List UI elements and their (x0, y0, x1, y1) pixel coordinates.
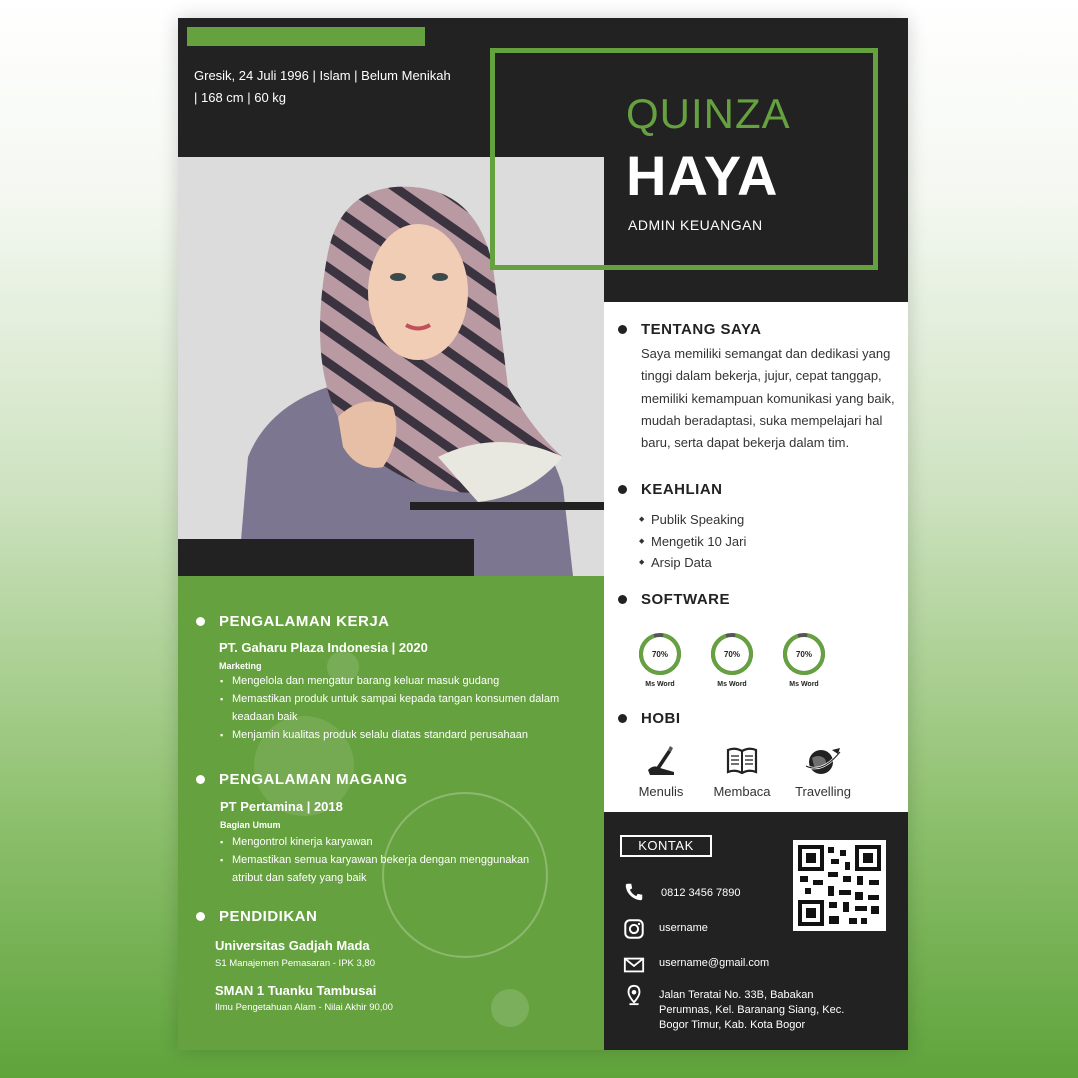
contact-address (659, 988, 844, 1033)
work-company: PT. Gaharu Plaza Indonesia | 2020 (219, 640, 428, 655)
gauge-value: 70% (795, 650, 813, 659)
software-gauge (709, 631, 755, 688)
qr-code (793, 840, 886, 931)
open-book-icon (725, 744, 759, 778)
work-duty: ▪ Memastikan produk untuk sampai kepada tangan konsumen dalam keadaan baik (220, 690, 580, 726)
first-name: QUINZA (626, 90, 791, 137)
gauge-ring (709, 631, 755, 677)
hobby-bullet (618, 714, 627, 723)
contact-email: username@gmail.com (659, 957, 770, 969)
gauge-value: 70% (651, 650, 669, 659)
about-title: TENTANG SAYA (641, 321, 762, 338)
address-line: Jalan Teratai No. 33B, Babakan (659, 989, 814, 1001)
internship-bullet (196, 775, 205, 784)
about-line: mudah beradaptasi, suka mempelajari hal (641, 412, 883, 428)
about-bullet (618, 325, 627, 334)
gauge-label: Ms Word (645, 681, 675, 688)
work-duty: ▪ Menjamin kualitas produk selalu diatas standard perusahaan (220, 726, 580, 744)
internship-company: PT Pertamina | 2018 (220, 799, 343, 814)
cv-page (178, 18, 908, 1050)
photo-accent-bar-right (410, 502, 606, 510)
internship-position: Bagian Umum (220, 820, 281, 830)
skills-list (639, 509, 746, 574)
hobby-label: Menulis (638, 784, 684, 799)
hobby-item-menulis (621, 744, 701, 799)
about-line: memiliki kemampuan komunikasi yang baik, (641, 390, 895, 406)
software-gauge (781, 631, 827, 688)
job-title: ADMIN KEUANGAN (628, 217, 763, 233)
address-line: Perumnas, Kel. Baranang Siang, Kec. (659, 1004, 845, 1016)
work-title: PENGALAMAN KERJA (219, 613, 390, 630)
about-text (641, 343, 901, 454)
software-bullet (618, 595, 627, 604)
pen-writing-icon (644, 744, 678, 778)
skills-bullet (618, 485, 627, 494)
about-line: Saya memiliki semangat dan dedikasi yang (641, 346, 891, 361)
instagram-icon (623, 918, 645, 940)
about-line: baru, serta dapat bekerja dalam tim. (641, 435, 850, 451)
education-detail: Ilmu Pengetahuan Alam - Nilai Akhir 90,00 (215, 1002, 393, 1013)
location-pin-icon (623, 984, 645, 1006)
internship-duty: ▪ Memastikan semua karyawan bekerja dengan menggunakan atribut dan safety yang baik (220, 851, 550, 887)
hobby-item-membaca (702, 744, 782, 799)
work-duties (220, 672, 580, 744)
education-school: SMAN 1 Tuanku Tambusai (215, 983, 377, 998)
education-detail: S1 Manajemen Pemasaran - IPK 3,80 (215, 958, 376, 969)
gauge-ring (637, 631, 683, 677)
personal-info-line1: Gresik, 24 Juli 1996 | Islam | Belum Menikah (194, 68, 451, 83)
hobby-item-travelling (783, 744, 863, 799)
work-bullet (196, 617, 205, 626)
globe-plane-icon (804, 744, 842, 778)
software-title: SOFTWARE (641, 591, 730, 608)
education-bullet (196, 912, 205, 921)
address-line: Bogor Timur, Kab. Kota Bogor (659, 1019, 806, 1031)
education-school: Universitas Gadjah Mada (215, 938, 370, 953)
hobby-label: Membaca (713, 784, 771, 799)
work-position: Marketing (219, 661, 262, 671)
contact-instagram: username (659, 922, 708, 934)
photo-accent-bar-bottom (178, 539, 474, 576)
gauge-label: Ms Word (717, 681, 747, 688)
qr-code-icon (793, 840, 886, 931)
software-gauge (637, 631, 683, 688)
personal-info (194, 65, 474, 109)
hobby-title: HOBI (641, 710, 681, 727)
skills-title: KEAHLIAN (641, 481, 723, 498)
internship-duties (220, 833, 550, 887)
gauge-ring (781, 631, 827, 677)
work-duty: ▪ Mengelola dan mengatur barang keluar masuk gudang (220, 672, 580, 690)
email-icon (623, 954, 645, 976)
internship-title: PENGALAMAN MAGANG (219, 771, 408, 788)
about-line: tinggi dalam bekerja, jujur, cepat tanggap, (641, 368, 882, 384)
gauge-value: 70% (723, 650, 741, 659)
last-name: HAYA (626, 144, 779, 207)
top-accent-bar (187, 27, 425, 46)
personal-info-line2: | 168 cm | 60 kg (194, 90, 287, 105)
internship-duty: ▪ Mengontrol kinerja karyawan (220, 833, 550, 851)
gauge-label: Ms Word (789, 681, 819, 688)
hobby-label: Travelling (795, 784, 851, 799)
education-title: PENDIDIKAN (219, 908, 318, 925)
skill-item: ◆ Arsip Data (639, 552, 746, 574)
skill-item: ◆ Publik Speaking (639, 509, 746, 531)
contact-title: KONTAK (638, 838, 694, 853)
phone-icon (623, 881, 645, 903)
contact-phone: 0812 3456 7890 (661, 887, 741, 899)
skill-item: ◆ Mengetik 10 Jari (639, 531, 746, 553)
